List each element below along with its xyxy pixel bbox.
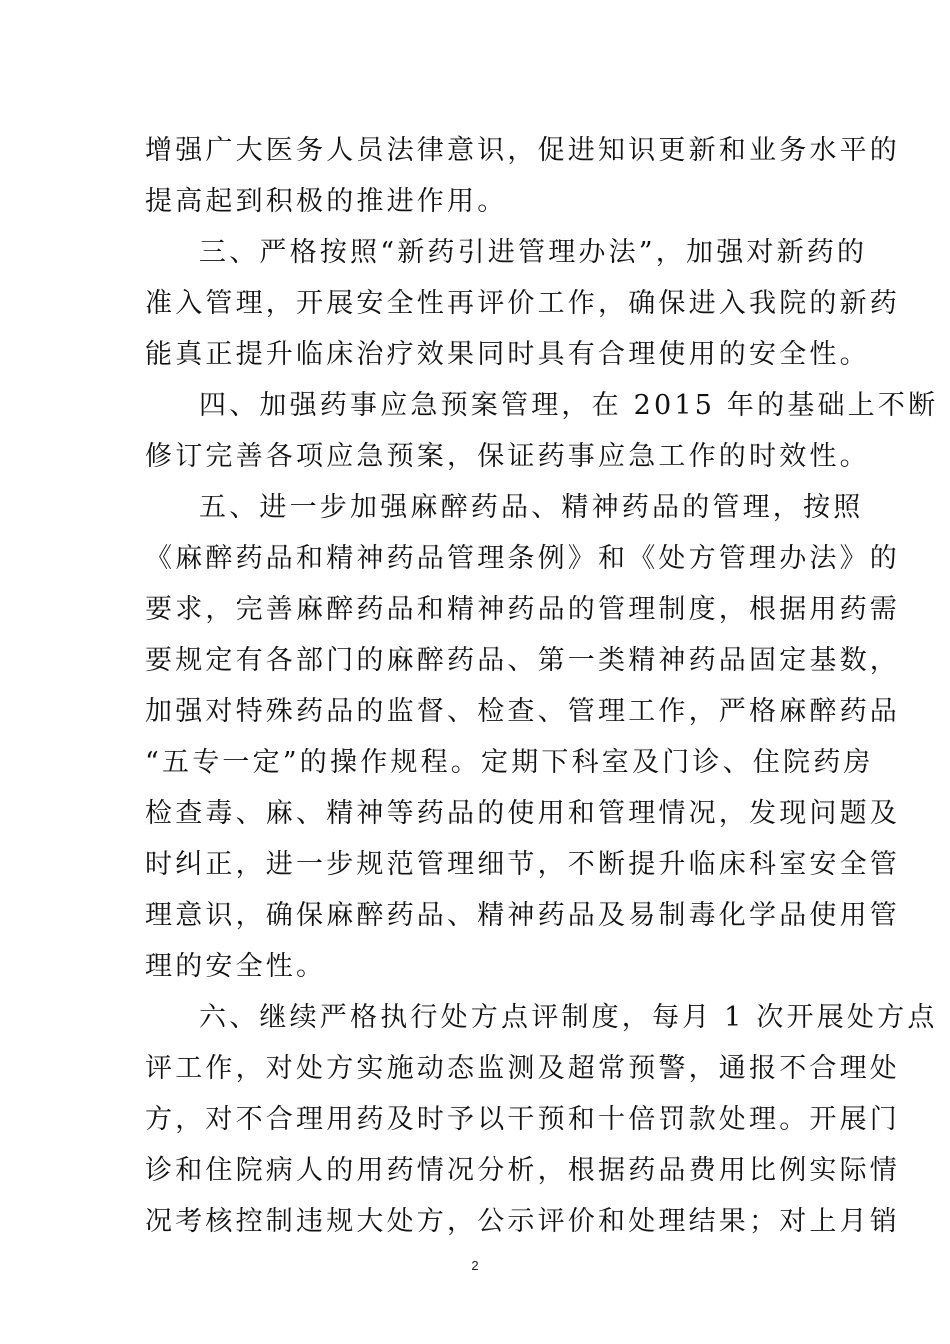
paragraph-line: 提高起到积极的推进作用。 <box>145 186 508 217</box>
paragraph-line: 理意识，确保麻醉药品、精神药品及易制毒化学品使用管 <box>145 900 900 931</box>
paragraph-line: 要求，完善麻醉药品和精神药品的管理制度，根据用药需 <box>145 594 900 625</box>
paragraph-line: 诊和住院病人的用药情况分析，根据药品费用比例实际情 <box>145 1155 900 1186</box>
paragraph-line: 《麻醉药品和精神药品管理条例》和《处方管理办法》的 <box>145 543 900 574</box>
paragraph-line: 况考核控制违规大处方，公示评价和处理结果；对上月销 <box>145 1206 900 1237</box>
paragraph-line: 增强广大医务人员法律意识，促进知识更新和业务水平的 <box>145 135 900 166</box>
paragraph-line: 理的安全性。 <box>145 951 327 982</box>
paragraph-line: 四、加强药事应急预案管理，在 2015 年的基础上不断 <box>199 390 939 421</box>
paragraph-line: 三、严格按照“新药引进管理办法”，加强对新药的 <box>199 237 868 268</box>
page-number: 2 <box>471 1258 479 1273</box>
paragraph-line: 六、继续严格执行处方点评制度，每月 1 次开展处方点 <box>199 1002 938 1033</box>
paragraph-line: 五、进一步加强麻醉药品、精神药品的管理，按照 <box>199 492 864 523</box>
paragraph-line: 要规定有各部门的麻醉药品、第一类精神药品固定基数， <box>145 645 900 676</box>
paragraph-line: 方，对不合理用药及时予以干预和十倍罚款处理。开展门 <box>145 1104 900 1135</box>
paragraph-line: 修订完善各项应急预案，保证药事应急工作的时效性。 <box>145 441 870 472</box>
paragraph-line: “五专一定”的操作规程。定期下科室及门诊、住院药房 <box>145 747 874 778</box>
paragraph-line: 能真正提升临床治疗效果同时具有合理使用的安全性。 <box>145 339 870 370</box>
paragraph-line: 评工作，对处方实施动态监测及超常预警，通报不合理处 <box>145 1053 900 1084</box>
paragraph-line: 准入管理，开展安全性再评价工作，确保进入我院的新药 <box>145 288 900 319</box>
paragraph-line: 时纠正，进一步规范管理细节，不断提升临床科室安全管 <box>145 849 900 880</box>
paragraph-line: 检查毒、麻、精神等药品的使用和管理情况，发现问题及 <box>145 798 900 829</box>
paragraph-line: 加强对特殊药品的监督、检查、管理工作，严格麻醉药品 <box>145 696 900 727</box>
